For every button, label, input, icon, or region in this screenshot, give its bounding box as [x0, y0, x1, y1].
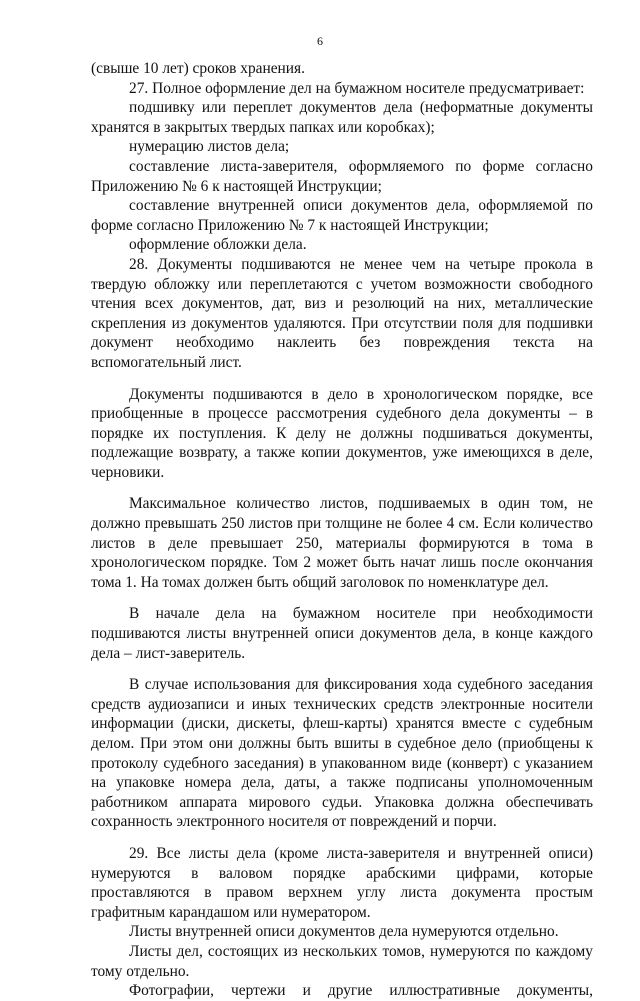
paragraph-inventory-placement: В начале дела на бумажном носителе при необходимости подшиваются листы внутренней описи документов дела, в конце каждого дела – лист-заверитель.: [91, 605, 593, 662]
paragraph-inventory-numbering: Листы внутренней описи документов дела нумеруются отдельно.: [129, 923, 559, 941]
paragraph-continuation: (свыше 10 лет) сроков хранения.: [91, 60, 305, 77]
list-item-internal-inventory: составление внутренней описи документов дела, оформляемой по форме согласно Приложению № 7 к настоящей Инструкции;: [91, 197, 593, 234]
list-item-binding: подшивку или переплет документов дела (неформатные документы хранятся в закрытых твердых папках или коробках);: [91, 99, 593, 136]
page-number: 6: [317, 34, 323, 48]
body-text: [91, 59, 593, 1001]
paragraph-27: 27. Полное оформление дел на бумажном носителе предусматривает:: [129, 79, 585, 97]
paragraph-29: 29. Все листы дела (кроме листа-заверителя и внутренней описи) нумеруются в валовом порядке арабскими цифрами, которые проставляются в правом верхнем углу листа документа простым графитным карандашом или нумератором.: [91, 844, 593, 921]
paragraph-volume-numbering: Листы дел, состоящих из нескольких томов, нумеруются по каждому тому отдельно.: [91, 942, 593, 980]
paragraph-28: 28. Документы подшиваются не менее чем на четыре прокола в твердую обложку или переплетаются с учетом возможности свободного чтения всех документов, дат, виз и резолюций на них, металлические скрепления из документов удаляются. При отсутствии поля для подшивки документ необходимо наклеить без повреждения текста на вспомогательный лист.: [91, 255, 593, 371]
paragraph-illustrations: Фотографии, чертежи и другие иллюстративные документы,: [129, 982, 593, 1000]
paragraph-chronological-order: Документы подшиваются в дело в хронологическом порядке, все приобщенные в процессе рассмотрения судебного дела документы – в порядке их поступления. К делу не должны подшиваться документы, подлежащие возврату, а также копии документов, уже имеющихся в деле, черновики.: [91, 385, 593, 481]
list-item-numbering: нумерацию листов дела;: [129, 138, 290, 156]
list-item-cover: оформление обложки дела.: [129, 236, 307, 254]
list-item-certification-sheet: составление листа-заверителя, оформляемого по форме согласно Приложению № 6 к настоящей Инструкции;: [91, 157, 593, 195]
paragraph-electronic-media: В случае использования для фиксирования хода судебного заседания средств аудиозаписи и иных технических средств электронные носители информации (диски, дискеты, флеш-карты) хранятся вместе с судебным делом. При этом они должны быть вшиты в судебное дело (приобщены к протоколу судебного заседания) в упакованном виде (конверт) с указанием на упаковке номера дела, даты, а также подписаны уполномоченным работником аппарата мирового судьи. Упаковка должна обеспечивать сохранность электронного носителя от повреждений и порчи.: [91, 676, 593, 831]
paragraph-max-sheets: Максимальное количество листов, подшиваемых в один том, не должно превышать 250 листов при толщине не более 4 см. Если количество листов в деле превышает 250, материалы формируются в тома в хронологическом порядке. Том 2 может быть начат лишь после окончания тома 1. На томах должен быть общий заголовок по номенклатуре дел.: [91, 495, 593, 591]
